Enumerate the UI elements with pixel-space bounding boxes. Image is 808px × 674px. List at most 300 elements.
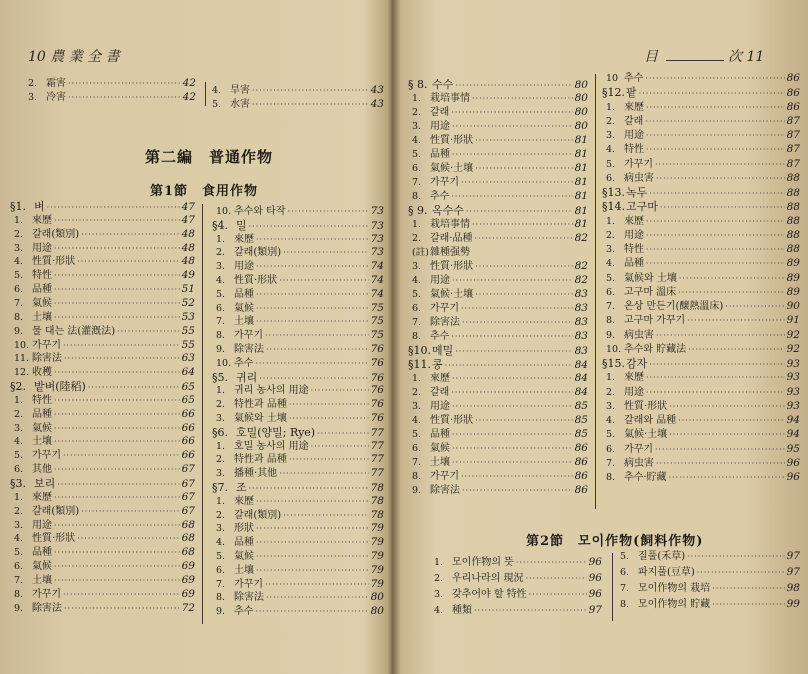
toc-page-number: 87 bbox=[786, 143, 800, 156]
dot-leader bbox=[266, 591, 369, 604]
toc-entry bbox=[408, 288, 588, 301]
toc-item-number: 1. bbox=[216, 440, 226, 452]
toc-item-number: 4. bbox=[14, 436, 24, 448]
dot-leader bbox=[256, 315, 369, 328]
toc-page-number: 55 bbox=[181, 338, 195, 351]
toc-entry bbox=[10, 505, 195, 518]
toc-entry bbox=[212, 509, 384, 522]
toc-entry bbox=[408, 134, 588, 147]
toc-entry-title: 除害法 bbox=[32, 602, 62, 614]
toc-entry-title: 用途 bbox=[430, 121, 450, 132]
toc-entry-title: 來歷 bbox=[234, 233, 254, 245]
dot-leader bbox=[678, 414, 784, 427]
toc-section-entry bbox=[602, 186, 800, 199]
toc-entry-title: 播種·其他 bbox=[234, 468, 278, 480]
toc-entry bbox=[212, 440, 384, 453]
toc-page-number: 84 bbox=[574, 359, 588, 371]
toc-item-number: 1. bbox=[606, 372, 616, 384]
toc-item-number: 5. bbox=[14, 547, 24, 559]
dot-leader bbox=[63, 449, 180, 462]
toc-section-number: §11. bbox=[408, 358, 431, 371]
toc-entry bbox=[212, 302, 384, 315]
toc-entry bbox=[602, 172, 800, 185]
toc-entry bbox=[212, 288, 384, 301]
toc-entry-title: 除害法 bbox=[234, 592, 264, 604]
dot-leader bbox=[649, 187, 784, 200]
toc-page-number: 76 bbox=[370, 343, 384, 355]
toc-entry-title: 土壤 bbox=[234, 316, 254, 328]
toc-entry-title: 用途 bbox=[624, 386, 644, 398]
toc-entry bbox=[434, 604, 602, 617]
toc-item-number: 3. bbox=[14, 519, 24, 531]
toc-entry-title: 질풀(禾草) bbox=[638, 551, 686, 562]
toc-entry-title: 冷害 bbox=[46, 91, 66, 103]
toc-item-number: 6. bbox=[412, 303, 422, 314]
toc-item-number: 7. bbox=[606, 457, 616, 469]
toc-entry bbox=[602, 471, 800, 484]
toc-page-number: 98 bbox=[786, 582, 800, 594]
toc-item-number: 8. bbox=[412, 471, 422, 482]
toc-page-number: 63 bbox=[181, 352, 195, 365]
toc-entry bbox=[620, 566, 800, 579]
toc-entry bbox=[408, 92, 588, 105]
toc-entry-title: 갈래와 品種 bbox=[624, 415, 677, 426]
toc-page-number: 83 bbox=[574, 345, 588, 357]
toc-entry bbox=[10, 366, 195, 379]
dot-leader bbox=[289, 453, 369, 466]
toc-entry bbox=[602, 314, 800, 327]
toc-entry-title: 가꾸기 bbox=[32, 450, 61, 462]
toc-page-number: 81 bbox=[574, 205, 588, 217]
toc-item-number: 9. bbox=[14, 325, 24, 337]
header-rule bbox=[666, 60, 724, 61]
toc-entry bbox=[10, 463, 195, 476]
toc-entry bbox=[408, 330, 588, 343]
toc-entry bbox=[212, 205, 384, 218]
toc-entry bbox=[620, 550, 800, 563]
toc-page-number: 76 bbox=[370, 384, 384, 397]
toc-section-number: § 8. bbox=[408, 78, 428, 91]
toc-item-number: 5. bbox=[412, 149, 422, 160]
toc-entry bbox=[10, 449, 195, 462]
toc-entry bbox=[10, 560, 195, 573]
toc-item-number: 9. bbox=[606, 329, 616, 341]
toc-section-entry bbox=[602, 357, 800, 370]
toc-entry-title: 콩 bbox=[432, 358, 443, 371]
toc-page-number: 80 bbox=[370, 605, 384, 618]
toc-entry-title: 가꾸기 bbox=[32, 339, 61, 351]
toc-entry-title: 수수 bbox=[432, 78, 454, 91]
toc-entry bbox=[408, 372, 588, 385]
toc-item-number: 6. bbox=[606, 172, 616, 184]
dot-leader bbox=[63, 339, 180, 352]
toc-entry-title: 추수 bbox=[624, 73, 644, 84]
toc-page-number: 86 bbox=[574, 456, 588, 468]
toc-item-number: 8. bbox=[412, 331, 422, 342]
toc-section-number: §5. bbox=[212, 370, 228, 384]
toc-item-number: 10 bbox=[606, 73, 619, 84]
dot-leader bbox=[475, 414, 572, 427]
toc-item-number: 4. bbox=[606, 258, 616, 270]
toc-page-number: 52 bbox=[181, 296, 195, 309]
dot-leader bbox=[461, 176, 573, 189]
toc-entry bbox=[408, 484, 588, 497]
toc-item-number: 6. bbox=[412, 443, 422, 454]
chapter-title: 第2節 모이作物(飼料作物) bbox=[526, 534, 704, 549]
dot-leader bbox=[249, 220, 369, 233]
dot-leader bbox=[455, 345, 572, 358]
toc-entry-title: 用途 bbox=[624, 130, 644, 141]
dot-leader bbox=[687, 314, 784, 327]
toc-item-number: 12. bbox=[14, 367, 30, 379]
toc-item-number: 3. bbox=[14, 242, 24, 254]
toc-entry-title: 形狀 bbox=[234, 523, 254, 535]
toc-page-number: 75 bbox=[370, 315, 384, 328]
toc-section-entry bbox=[212, 371, 384, 384]
toc-entry bbox=[10, 283, 195, 296]
dot-leader bbox=[256, 302, 369, 315]
toc-entry-title: 用途 bbox=[430, 275, 450, 286]
dot-leader bbox=[660, 201, 785, 214]
dot-leader bbox=[54, 311, 180, 324]
dot-leader bbox=[64, 352, 180, 365]
toc-entry bbox=[212, 564, 384, 577]
toc-entry-title: 가꾸기 bbox=[234, 578, 263, 590]
dot-leader bbox=[646, 386, 785, 399]
toc-page-number: 80 bbox=[574, 120, 588, 132]
toc-page-number: 78 bbox=[370, 482, 384, 494]
toc-entry-title: 가꾸기 bbox=[430, 303, 459, 314]
toc-page-number: 66 bbox=[181, 449, 195, 462]
toc-item-number: 7. bbox=[620, 583, 630, 594]
toc-entry-title: 파지풀(豆草) bbox=[638, 567, 695, 578]
toc-entry bbox=[10, 435, 195, 448]
toc-page-number: 81 bbox=[574, 162, 588, 174]
toc-entry-title: 種類 bbox=[452, 605, 472, 616]
toc-item-number: 5. bbox=[620, 551, 630, 562]
toc-page-number: 75 bbox=[370, 301, 384, 314]
dot-leader bbox=[475, 232, 573, 245]
toc-column-right bbox=[602, 72, 800, 512]
toc-entry-title: 土壤 bbox=[430, 457, 450, 468]
toc-entry bbox=[212, 578, 384, 591]
toc-entry-title: 우리나라의 現況 bbox=[452, 573, 524, 584]
toc-section-entry bbox=[212, 426, 384, 439]
toc-item-number: 9. bbox=[412, 485, 422, 496]
toc-item-number: 1. bbox=[14, 394, 24, 406]
toc-page-number: 68 bbox=[181, 546, 195, 559]
dot-leader bbox=[54, 283, 180, 296]
toc-page-number: 73 bbox=[370, 232, 384, 245]
toc-section-number: §15. bbox=[602, 357, 625, 370]
toc-item-number: (註) bbox=[412, 247, 429, 258]
toc-entry bbox=[602, 386, 800, 399]
toc-entry-title: 모이作物의 뜻 bbox=[452, 557, 514, 568]
toc-entry bbox=[10, 588, 195, 601]
toc-entry bbox=[602, 443, 800, 456]
dot-leader bbox=[712, 598, 784, 611]
toc-entry bbox=[408, 400, 588, 413]
toc-entry bbox=[602, 343, 800, 356]
dot-leader bbox=[54, 297, 180, 310]
toc-entry-title: 귀리 bbox=[236, 370, 258, 384]
toc-item-number: 3. bbox=[216, 413, 226, 424]
toc-column-right bbox=[212, 205, 384, 625]
chapter-title: 第1節 食用作物 bbox=[150, 184, 259, 199]
toc-entry-title: 特性과 品種 bbox=[234, 399, 287, 411]
toc-page-number: 87 bbox=[786, 157, 800, 170]
toc-entry-title: 來歷 bbox=[624, 372, 644, 384]
toc-section-number: §7. bbox=[212, 481, 228, 494]
toc-page-number: 96 bbox=[588, 556, 602, 568]
dot-leader bbox=[255, 357, 368, 370]
toc-page-number: 76 bbox=[370, 371, 384, 384]
toc-section-number: §6. bbox=[212, 425, 228, 439]
toc-entry-title: 갈래 bbox=[430, 387, 450, 398]
toc-entry-title: 栽培事情 bbox=[430, 93, 470, 104]
toc-page-number: 83 bbox=[574, 302, 588, 314]
toc-page-number: 43 bbox=[370, 84, 384, 96]
dot-leader bbox=[64, 602, 180, 615]
toc-entry-title: 벼 bbox=[34, 200, 45, 213]
toc-entry-title: 추수 bbox=[430, 191, 450, 202]
toc-entry bbox=[10, 408, 195, 421]
toc-section-number: §1. bbox=[10, 200, 26, 213]
toc-page-number: 83 bbox=[574, 288, 588, 300]
toc-entry bbox=[212, 357, 384, 370]
toc-page-number: 77 bbox=[370, 453, 384, 466]
toc-item-number: 1. bbox=[14, 491, 24, 503]
toc-entry bbox=[408, 176, 588, 189]
toc-entry-title: 호밀 농사의 用途 bbox=[234, 440, 309, 452]
toc-page-number: 53 bbox=[181, 310, 195, 323]
toc-item-number: 5. bbox=[606, 272, 616, 284]
dot-leader bbox=[656, 172, 785, 185]
toc-item-number: 8. bbox=[606, 472, 616, 483]
toc-page-number: 51 bbox=[181, 283, 195, 296]
toc-page-number: 79 bbox=[370, 563, 384, 576]
toc-item-number: 9. bbox=[14, 602, 24, 614]
toc-entry-title: 土壤 bbox=[32, 436, 52, 448]
toc-entry-title: 除害法 bbox=[430, 317, 460, 328]
toc-page-number: 43 bbox=[370, 97, 384, 110]
dot-leader bbox=[646, 229, 785, 242]
toc-entry bbox=[620, 582, 800, 595]
toc-page-number: 86 bbox=[574, 470, 588, 482]
toc-page-number: 47 bbox=[181, 213, 195, 226]
toc-entry-title: 갖추어야 할 特性 bbox=[452, 589, 527, 600]
toc-item-number: 1. bbox=[412, 93, 422, 104]
toc-entry bbox=[602, 215, 800, 228]
dot-leader bbox=[54, 560, 180, 573]
toc-page-number: 96 bbox=[786, 456, 800, 469]
toc-page-number: 78 bbox=[370, 508, 384, 521]
toc-entry bbox=[10, 214, 195, 227]
dot-leader bbox=[451, 106, 572, 119]
toc-entry-title: 土壤 bbox=[32, 574, 52, 586]
dot-leader bbox=[451, 190, 572, 203]
toc-item-number: 4. bbox=[14, 533, 24, 545]
dot-leader bbox=[266, 343, 369, 356]
dot-leader bbox=[475, 260, 572, 273]
toc-entry bbox=[602, 158, 800, 171]
dot-leader bbox=[455, 79, 572, 92]
toc-item-number: 1. bbox=[606, 215, 616, 227]
toc-page-number: 89 bbox=[786, 257, 800, 270]
toc-entry-title: 品種 bbox=[624, 258, 644, 270]
dot-leader bbox=[256, 233, 369, 246]
toc-item-number: 7. bbox=[216, 578, 226, 590]
toc-page-number: 89 bbox=[786, 271, 800, 284]
toc-item-number: 3. bbox=[412, 261, 422, 272]
toc-entry-title: 옥수수 bbox=[432, 204, 464, 217]
toc-item-number: 2. bbox=[216, 454, 226, 466]
toc-item-number: 10. bbox=[216, 206, 232, 217]
toc-entry bbox=[408, 246, 588, 259]
toc-entry bbox=[408, 470, 588, 483]
toc-entry bbox=[212, 246, 384, 259]
toc-entry bbox=[408, 232, 588, 245]
toc-entry bbox=[408, 302, 588, 315]
dot-leader bbox=[289, 412, 369, 425]
toc-entry-title: 用途 bbox=[430, 401, 450, 412]
toc-entry-title: 가꾸기 bbox=[32, 588, 61, 600]
toc-entry-title: 旱害 bbox=[230, 85, 250, 96]
toc-entry bbox=[408, 386, 588, 399]
toc-item-number: 8. bbox=[216, 592, 226, 604]
toc-top-right-list bbox=[212, 84, 384, 114]
toc-page-number: 79 bbox=[370, 522, 384, 535]
dot-leader bbox=[256, 564, 369, 577]
toc-page-number: 81 bbox=[574, 134, 588, 146]
toc-entry bbox=[10, 242, 195, 255]
toc-entry bbox=[10, 269, 195, 282]
toc-page-number: 87 bbox=[786, 129, 800, 141]
toc-page-number: 55 bbox=[181, 324, 195, 337]
dot-leader bbox=[472, 92, 573, 105]
toc-entry bbox=[10, 491, 195, 504]
toc-entry-title: 特性 bbox=[32, 394, 52, 406]
left-page-header: 10 農 業 全 書 bbox=[28, 49, 120, 65]
dot-leader bbox=[712, 582, 784, 595]
dot-leader bbox=[697, 566, 785, 579]
toc-entry-title: 가꾸기 bbox=[234, 330, 263, 342]
toc-entry-title: 性質·形狀 bbox=[430, 261, 474, 272]
toc-entry-title: 밭벼(陸稻) bbox=[34, 380, 86, 394]
toc-entry-title: 추수 bbox=[234, 606, 254, 618]
toc-page-number: 65 bbox=[181, 381, 195, 394]
toc-item-number: 7. bbox=[14, 574, 24, 586]
toc-page-number: 87 bbox=[786, 114, 800, 127]
toc-entry-title: 特性 bbox=[624, 144, 644, 156]
toc-entry-title: 品種 bbox=[32, 408, 52, 420]
toc-entry bbox=[212, 329, 384, 342]
toc-entry bbox=[602, 400, 800, 413]
toc-entry-title: 用途 bbox=[624, 229, 644, 241]
toc-item-number: 2. bbox=[606, 115, 616, 127]
toc-item-number: 2. bbox=[216, 247, 226, 259]
dot-leader bbox=[54, 491, 180, 504]
dot-leader bbox=[462, 316, 573, 329]
toc-entry-title: 來歷 bbox=[430, 373, 450, 384]
toc-entry bbox=[602, 286, 800, 299]
column-rule bbox=[205, 82, 206, 106]
dot-leader bbox=[461, 302, 573, 315]
toc-page-number: 78 bbox=[370, 494, 384, 507]
dot-leader bbox=[452, 274, 573, 287]
toc-entry-title: 品種 bbox=[430, 429, 450, 440]
dot-leader bbox=[669, 428, 784, 441]
toc-entry-title: 性質·形狀 bbox=[430, 135, 474, 146]
toc-entry-title: 모이作物의 貯藏 bbox=[638, 599, 711, 610]
dot-leader bbox=[252, 84, 369, 97]
toc-entry-title: 갈래(類別) bbox=[32, 228, 80, 240]
toc-entry bbox=[602, 243, 800, 256]
toc-entry-title: 보리 bbox=[34, 477, 56, 490]
dot-leader bbox=[252, 98, 369, 111]
toc-item-number: 5. bbox=[606, 158, 616, 170]
toc-item-number: 2. bbox=[412, 387, 422, 398]
toc-item-number: 4. bbox=[606, 144, 616, 156]
toc-entry-title: 來歷 bbox=[32, 214, 52, 226]
dot-leader bbox=[259, 372, 368, 385]
dot-leader bbox=[516, 556, 587, 569]
dot-leader bbox=[283, 246, 369, 259]
dot-leader bbox=[452, 456, 573, 469]
dot-leader bbox=[475, 162, 572, 175]
dot-leader bbox=[54, 463, 180, 476]
dot-leader bbox=[81, 228, 180, 241]
toc-entry-title: 除害法 bbox=[234, 344, 264, 355]
toc-item-number: 2. bbox=[412, 233, 422, 244]
toc-entry-title: 가꾸기 bbox=[430, 471, 459, 482]
dot-leader bbox=[649, 358, 784, 371]
toc-entry bbox=[408, 218, 588, 231]
toc-entry bbox=[10, 325, 195, 338]
dot-leader bbox=[452, 428, 573, 441]
toc-entry bbox=[602, 129, 800, 142]
toc-page-number: 86 bbox=[574, 484, 588, 496]
toc-entry-title: 氣候 bbox=[234, 302, 254, 314]
dot-leader bbox=[679, 272, 785, 285]
toc-page-number: 95 bbox=[786, 442, 800, 455]
toc-item-number: 3. bbox=[216, 468, 226, 480]
toc-item-number: 2. bbox=[14, 228, 24, 240]
toc-page-number: 82 bbox=[574, 260, 588, 272]
toc-section-number: §13. bbox=[602, 186, 625, 199]
dot-leader bbox=[287, 205, 368, 218]
toc-entry-title: 귀리 농사의 用途 bbox=[234, 385, 309, 397]
toc-section-number: §12. bbox=[602, 86, 625, 100]
toc-entry bbox=[212, 233, 384, 246]
toc-item-number: 4. bbox=[212, 85, 222, 96]
toc-item-number: 2. bbox=[216, 399, 226, 411]
toc-page-number: 82 bbox=[574, 274, 588, 286]
toc-bottom-left-list bbox=[434, 556, 602, 626]
toc-section-number: §4. bbox=[212, 218, 228, 232]
toc-item-number: 1. bbox=[434, 557, 444, 568]
toc-section-entry bbox=[602, 200, 800, 213]
toc-page-number: 77 bbox=[370, 439, 384, 452]
toc-page-number: 93 bbox=[786, 399, 800, 412]
toc-entry bbox=[10, 228, 195, 241]
toc-entry-title: 其他 bbox=[32, 464, 52, 476]
dot-leader bbox=[451, 330, 572, 343]
toc-page-number: 86 bbox=[786, 72, 800, 84]
toc-entry bbox=[212, 605, 384, 618]
toc-entry-title: 品種 bbox=[234, 288, 254, 300]
toc-item-number: 5. bbox=[212, 98, 222, 110]
